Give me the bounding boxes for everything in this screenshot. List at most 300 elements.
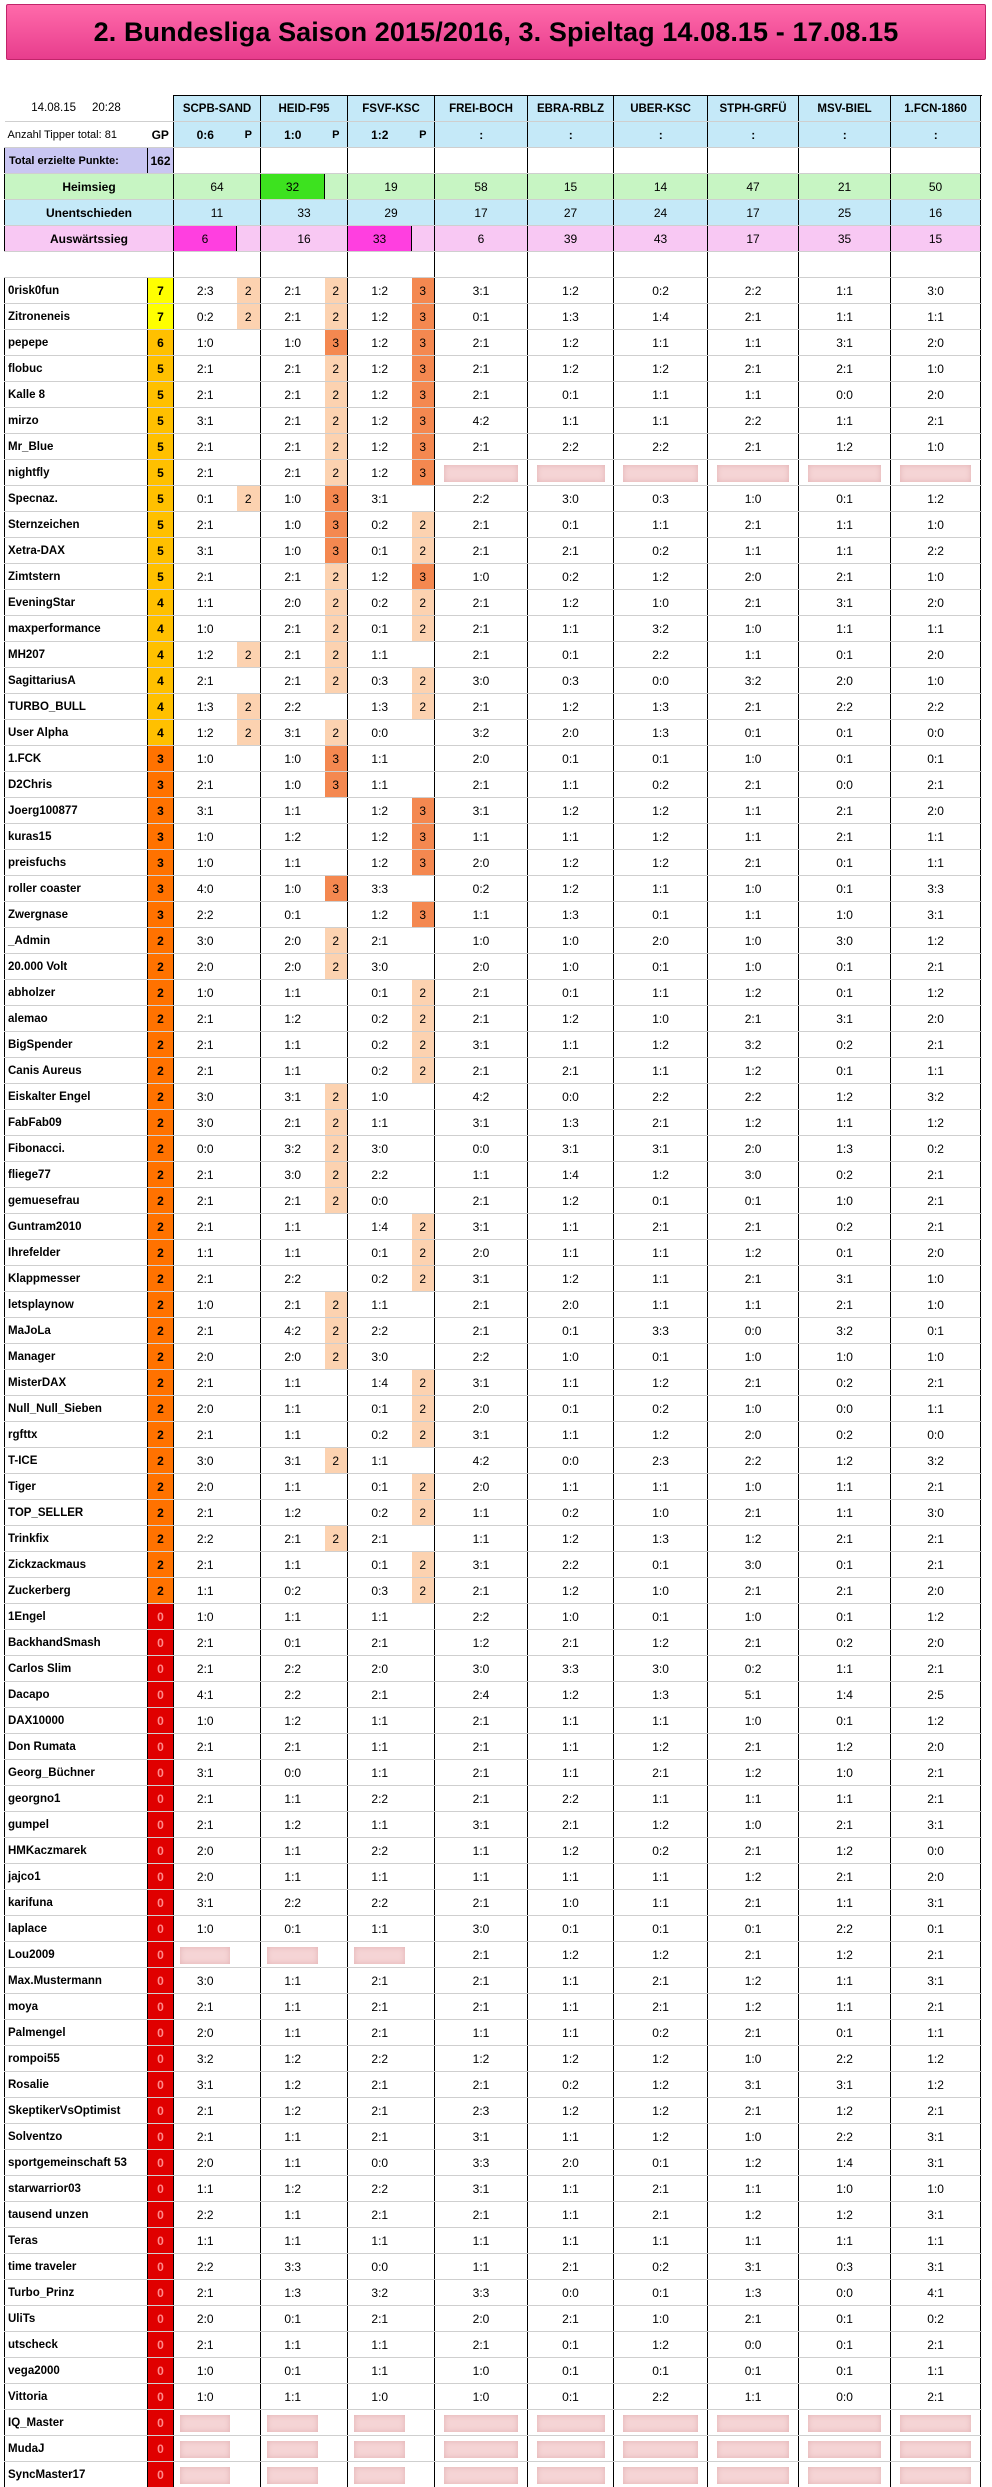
player-points [412,720,435,746]
player-points [237,746,261,772]
player-tip: 1:0 [261,330,325,356]
player-tip: 0:1 [799,2332,891,2358]
player-tip: 2:1 [708,772,799,798]
player-name: pepepe [5,330,148,356]
player-tip: 2:0 [891,642,981,668]
player-tip: 1:2 [614,564,708,590]
player-gp: 2 [148,1500,174,1526]
player-tip: 2:1 [891,2384,981,2410]
player-row [5,1994,981,2020]
player-tip: 2:1 [174,1370,237,1396]
player-points [325,1864,348,1890]
player-tip: 2:1 [174,2098,237,2124]
player-tip: 2:1 [708,2306,799,2332]
player-points [325,1942,348,1968]
player-tip: 1:2 [528,798,614,824]
player-points [237,1448,261,1474]
player-tip: 2:1 [435,1188,528,1214]
player-tip: 2:1 [174,434,237,460]
player-gp: 0 [148,1838,174,1864]
player-tip: 2:1 [435,1786,528,1812]
player-tip: 1:1 [614,1240,708,1266]
player-tip: 2:1 [348,2124,412,2150]
player-row [5,2358,981,2384]
player-name: Turbo_Prinz [5,2280,148,2306]
player-gp: 0 [148,1786,174,1812]
player-tip: 2:4 [435,1682,528,1708]
player-tip: 2:1 [348,1968,412,1994]
player-gp: 4 [148,642,174,668]
player-name: Kalle 8 [5,382,148,408]
player-tip: 1:2 [348,434,412,460]
player-points [237,954,261,980]
missing-tip-bar [444,2467,518,2484]
player-gp: 0 [148,2410,174,2436]
unentschieden-count: 17 [435,200,528,226]
player-tip: 2:0 [174,1474,237,1500]
team-header: 1.FCN-1860 [891,96,981,122]
player-tip: 1:1 [708,824,799,850]
player-tip: 3:3 [435,2150,528,2176]
player-name: roller coaster [5,876,148,902]
player-gp: 5 [148,538,174,564]
player-tip: 0:0 [799,382,891,408]
player-name: EveningStar [5,590,148,616]
player-tip: 1:2 [348,460,412,486]
player-tip: 1:1 [614,1058,708,1084]
player-tip: 2:1 [614,1110,708,1136]
missing-tip [174,1942,237,1968]
player-name: time traveler [5,2254,148,2280]
player-tip: 2:1 [174,356,237,382]
missing-tip-bar [537,2415,605,2432]
player-tip: 2:1 [261,564,325,590]
player-tip: 1:2 [614,2124,708,2150]
player-name: MisterDAX [5,1370,148,1396]
player-points [412,1448,435,1474]
player-gp: 0 [148,1994,174,2020]
player-tip: 3:0 [435,668,528,694]
player-points [237,356,261,382]
player-points [237,538,261,564]
player-tip: 1:3 [261,2280,325,2306]
player-tip: 1:1 [174,2176,237,2202]
player-tip: 3:1 [891,1968,981,1994]
player-tip: 2:0 [614,928,708,954]
player-gp: 2 [148,1032,174,1058]
player-gp: 4 [148,694,174,720]
player-points [325,2462,348,2487]
player-tip: 1:1 [799,512,891,538]
player-name: kuras15 [5,824,148,850]
player-tip: 3:1 [891,2254,981,2280]
player-row [5,850,981,876]
player-row [5,2436,981,2462]
player-row [5,1630,981,1656]
player-points: 3 [325,486,348,512]
player-tip: 2:0 [174,1838,237,1864]
player-points: 2 [412,1370,435,1396]
player-name: Zimtstern [5,564,148,590]
auswaertssieg-count: 35 [799,226,891,252]
player-tip: 3:1 [261,1084,325,1110]
player-tip: 4:1 [891,2280,981,2306]
player-row [5,2124,981,2150]
player-tip: 2:1 [348,928,412,954]
player-points: 3 [325,746,348,772]
player-points [237,1162,261,1188]
player-tip: 1:2 [528,1266,614,1292]
player-tip: 4:1 [174,1682,237,1708]
player-tip: 1:1 [348,1110,412,1136]
missing-tip [261,1942,325,1968]
player-tip: 0:1 [348,1552,412,1578]
match-result: : [435,122,528,148]
player-tip: 2:1 [174,1786,237,1812]
player-tip: 2:2 [435,1604,528,1630]
unentschieden-count: 11 [174,200,261,226]
player-tip: 1:1 [708,642,799,668]
player-tip: 0:0 [708,1318,799,1344]
player-tip: 2:3 [614,1448,708,1474]
player-points [237,2228,261,2254]
missing-tip [174,2436,237,2462]
player-gp: 2 [148,1110,174,1136]
missing-tip [799,460,891,486]
player-points [237,2384,261,2410]
player-tip: 2:0 [891,1578,981,1604]
player-tip: 1:1 [348,1864,412,1890]
player-name: SyncMaster17 [5,2462,148,2487]
player-tip: 2:2 [348,1786,412,1812]
player-tip: 1:1 [174,1578,237,1604]
player-row [5,1448,981,1474]
player-tip: 2:0 [174,2020,237,2046]
player-tip: 1:2 [528,356,614,382]
player-points: 2 [412,1240,435,1266]
player-tip: 1:2 [528,2098,614,2124]
player-tip: 2:1 [528,538,614,564]
player-tip: 1:0 [891,356,981,382]
player-gp: 0 [148,1942,174,1968]
player-tip: 0:1 [614,2280,708,2306]
player-tip: 0:2 [799,1032,891,1058]
player-tip: 2:2 [708,1448,799,1474]
missing-tip-bar [267,2467,318,2484]
team-header: MSV-BIEL [799,96,891,122]
player-tip: 1:1 [348,2358,412,2384]
player-tip: 1:1 [261,850,325,876]
auswaertssieg-count: 6 [174,226,237,252]
player-tip: 0:1 [891,746,981,772]
player-tip: 2:1 [799,1812,891,1838]
player-gp: 2 [148,1058,174,1084]
player-tip: 1:0 [174,2384,237,2410]
player-points [237,1734,261,1760]
player-row [5,1266,981,1292]
player-points: 3 [412,434,435,460]
player-points [237,2176,261,2202]
player-name: sportgemeinschaft 53 [5,2150,148,2176]
player-tip: 2:1 [261,408,325,434]
player-gp: 2 [148,954,174,980]
player-points [325,1266,348,1292]
player-tip: 3:1 [435,798,528,824]
player-tip: 1:1 [261,2384,325,2410]
player-tip: 2:2 [799,2124,891,2150]
player-tip: 2:0 [435,746,528,772]
player-points [237,1006,261,1032]
player-row [5,1422,981,1448]
player-name: Rosalie [5,2072,148,2098]
auswaertssieg-count: 16 [261,226,348,252]
player-name: karifuna [5,1890,148,1916]
player-name: 1.FCK [5,746,148,772]
player-tip: 3:2 [799,1318,891,1344]
player-gp: 2 [148,1396,174,1422]
player-tip: 2:1 [708,1500,799,1526]
points-header: P [237,122,261,148]
player-tip: 1:1 [261,2332,325,2358]
player-points [325,1032,348,1058]
player-tip: 1:1 [891,2020,981,2046]
player-tip: 2:1 [614,2176,708,2202]
missing-tip-bar [180,2441,230,2458]
player-tip: 2:2 [799,694,891,720]
player-tip: 4:0 [174,876,237,902]
player-points [412,2306,435,2332]
player-points [412,1812,435,1838]
player-tip: 1:1 [261,980,325,1006]
player-points [325,980,348,1006]
missing-tip-bar [267,1947,318,1964]
player-tip: 1:1 [708,330,799,356]
missing-tip [261,2436,325,2462]
player-tip: 2:2 [261,694,325,720]
player-tip: 1:3 [528,902,614,928]
player-tip: 1:2 [261,1500,325,1526]
player-tip: 0:3 [348,668,412,694]
player-row [5,2176,981,2202]
player-row [5,2306,981,2332]
player-row [5,616,981,642]
player-tip: 2:0 [261,928,325,954]
player-tip: 1:4 [799,2150,891,2176]
player-points: 2 [325,720,348,746]
player-tip: 1:1 [891,850,981,876]
missing-tip-bar [717,2415,789,2432]
player-tip: 1:1 [261,1240,325,1266]
player-tip: 1:0 [528,1890,614,1916]
player-tip: 2:1 [708,1630,799,1656]
player-points [412,2202,435,2228]
player-tip: 0:2 [261,1578,325,1604]
player-tip: 1:4 [799,1682,891,1708]
player-tip: 1:1 [528,1760,614,1786]
player-row [5,2228,981,2254]
player-tip: 1:1 [261,798,325,824]
player-row [5,1084,981,1110]
unentschieden-count: 33 [261,200,348,226]
player-tip: 0:1 [891,1916,981,1942]
player-name: vega2000 [5,2358,148,2384]
player-name: fliege77 [5,1162,148,1188]
player-tip: 2:1 [435,2332,528,2358]
player-tip: 0:1 [614,1344,708,1370]
player-points [325,1786,348,1812]
player-tip: 2:2 [799,1916,891,1942]
player-tip: 0:1 [799,746,891,772]
player-tip: 1:1 [891,616,981,642]
player-tip: 1:2 [348,902,412,928]
player-points [412,1526,435,1552]
player-tip: 0:2 [799,1214,891,1240]
player-points [237,512,261,538]
player-row [5,1682,981,1708]
player-tip: 0:0 [799,772,891,798]
player-tip: 0:0 [348,2254,412,2280]
player-tip: 2:1 [799,1864,891,1890]
player-tip: 2:1 [435,1318,528,1344]
player-points: 3 [412,356,435,382]
player-tip: 3:3 [348,876,412,902]
player-points [237,408,261,434]
player-points [325,1500,348,1526]
player-tip: 2:2 [528,1786,614,1812]
date-time [5,96,148,122]
player-tip: 1:1 [174,2228,237,2254]
player-tip: 1:3 [614,1682,708,1708]
missing-tip [435,2436,528,2462]
spacer-cell [708,148,799,174]
player-tip: 1:1 [261,2202,325,2228]
player-points: 2 [325,356,348,382]
player-tip: 1:2 [799,434,891,460]
player-tip: 2:1 [174,564,237,590]
player-gp: 0 [148,1734,174,1760]
player-gp: 2 [148,1006,174,1032]
player-tip: 3:1 [261,720,325,746]
player-tip: 2:1 [708,356,799,382]
player-points [325,1968,348,1994]
player-tip: 2:1 [174,1266,237,1292]
player-points [412,772,435,798]
player-points [325,2436,348,2462]
player-tip: 1:1 [528,616,614,642]
player-points: 2 [412,694,435,720]
player-tip: 1:1 [891,824,981,850]
player-points [412,1864,435,1890]
missing-tip-bar [267,2415,318,2432]
player-tip: 1:0 [891,1292,981,1318]
player-tip: 2:2 [174,2254,237,2280]
player-row [5,668,981,694]
match-result: : [799,122,891,148]
player-points [412,954,435,980]
player-points [325,1552,348,1578]
player-tip: 0:1 [799,954,891,980]
missing-tip-bar [537,2441,605,2458]
player-points [237,1942,261,1968]
player-tip: 3:2 [261,1136,325,1162]
player-tip: 1:2 [348,278,412,304]
missing-tip [174,2410,237,2436]
player-name: tausend unzen [5,2202,148,2228]
heimsieg-count: 58 [435,174,528,200]
player-tip: 1:0 [348,1084,412,1110]
player-points: 3 [412,330,435,356]
player-tip: 2:1 [348,2020,412,2046]
player-tip: 1:1 [799,278,891,304]
player-points [237,590,261,616]
player-tip: 2:1 [174,2280,237,2306]
player-tip: 1:1 [528,2202,614,2228]
player-tip: 4:2 [435,1448,528,1474]
player-tip: 1:0 [708,1604,799,1630]
player-tip: 0:2 [891,1136,981,1162]
player-row [5,1864,981,1890]
spacer-cell [348,252,435,278]
player-tip: 3:1 [891,1890,981,1916]
player-points [237,1344,261,1370]
player-tip: 2:2 [261,1656,325,1682]
player-tip: 2:2 [174,1526,237,1552]
player-points [325,1760,348,1786]
player-tip: 2:1 [435,2202,528,2228]
player-points [412,746,435,772]
player-tip: 1:1 [261,1864,325,1890]
player-tip: 2:1 [614,1968,708,1994]
player-row [5,1552,981,1578]
player-name: SagittariusA [5,668,148,694]
player-tip: 2:0 [174,2150,237,2176]
player-tip: 1:1 [348,1292,412,1318]
player-tip: 2:1 [261,642,325,668]
player-tip: 2:1 [174,668,237,694]
player-tip: 1:1 [614,1890,708,1916]
player-row [5,2384,981,2410]
player-points [237,1188,261,1214]
player-tip: 0:0 [799,1396,891,1422]
player-name: Vittoria [5,2384,148,2410]
player-gp: 2 [148,1318,174,1344]
player-name: Carlos Slim [5,1656,148,1682]
player-points [412,1110,435,1136]
missing-tip-bar [537,465,605,482]
player-gp: 2 [148,1084,174,1110]
player-tip: 1:2 [708,1968,799,1994]
missing-tip-bar [180,2467,230,2484]
player-points [325,2228,348,2254]
player-name: gemuesefrau [5,1188,148,1214]
player-tip: 1:3 [528,304,614,330]
player-points [325,1240,348,1266]
player-tip: 1:1 [799,408,891,434]
player-points: 2 [412,1266,435,1292]
player-tip: 2:1 [261,460,325,486]
player-tip: 2:2 [708,408,799,434]
player-tip: 2:0 [435,2306,528,2332]
player-tip: 0:1 [174,486,237,512]
player-tip: 1:2 [261,2046,325,2072]
player-tip: 2:1 [614,2202,708,2228]
player-tip: 1:0 [708,746,799,772]
player-tip: 1:2 [348,356,412,382]
player-gp: 3 [148,824,174,850]
missing-tip-bar [267,2441,318,2458]
missing-tip-bar [808,2415,881,2432]
player-tip: 2:2 [348,1318,412,1344]
